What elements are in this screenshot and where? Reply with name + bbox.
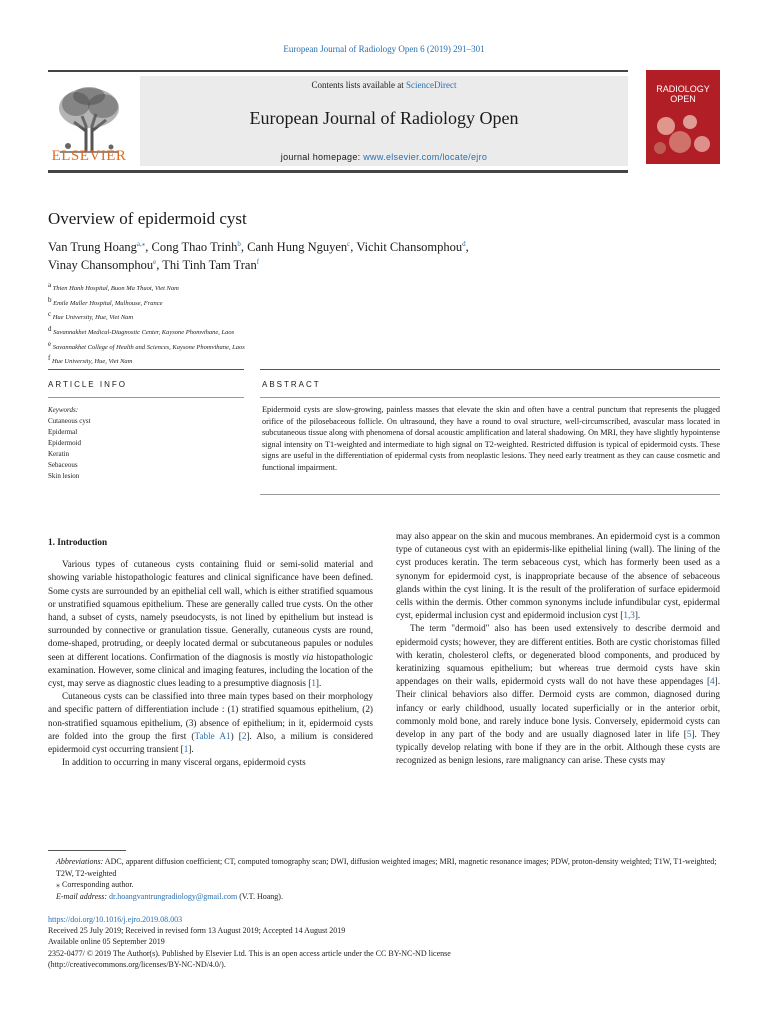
footnote-rule — [48, 850, 126, 851]
article-info-subrule — [48, 397, 244, 398]
author-affiliation-link[interactable]: e — [153, 258, 157, 266]
cover-title-line2: OPEN — [670, 94, 696, 104]
citation-link[interactable]: 1,3 — [623, 610, 635, 621]
citation-link[interactable]: 2 — [241, 730, 247, 741]
affiliation-item: $^a$ Thien Hanh Hospital, Buon Ma Thuot, Viet Nam — [48, 281, 179, 293]
header-bottom-rule — [48, 170, 628, 173]
abstract-heading: ABSTRACT — [262, 380, 321, 389]
affiliation-item: $^e$ Savannakhet College of Health and Sciences, Kaysone Phomvihane, Laos — [48, 339, 245, 351]
abstract-rule — [260, 369, 720, 370]
author-affiliation-link[interactable]: c — [347, 240, 351, 248]
journal-title: European Journal of Radiology Open — [249, 108, 519, 128]
publication-info — [48, 914, 720, 970]
abstract-text: Epidermoid cysts are slow-growing, painless masses that elevate the skin and often have a central punctum that represents the plugged orifice of the pilosebaceous follicle. On ultrasound, they have a round to oval structure, well-circumscribed, avascular mass located in subcutaneous tissue along with phenomena of dorsal acoustic amplification and lateral shadowing. On MRI, they have slightly hypointense signal intensity on T1-weighted and intermediate to high signal on T2-weighted. Restricted diffusion is typical of epidermoid cysts. These signs are useful in the differentiation of epidermal cysts from neoplastic lesions. They need early treatment as they can cause cosmetic and functional impairment. — [262, 405, 720, 472]
citation-link[interactable]: 1 — [311, 678, 316, 689]
citation-link[interactable]: 5 — [686, 729, 692, 740]
contents-prefix: Contents lists available at — [311, 80, 406, 90]
available-online-date: Available online 05 September 2019 — [48, 937, 165, 947]
article-info-rule — [48, 369, 244, 370]
received-dates: Received 25 July 2019; Received in revised form 13 August 2019; Accepted 14 August 2019 — [48, 926, 346, 936]
cover-art-graphic — [650, 108, 716, 160]
contents-line — [140, 80, 628, 90]
article-info-heading: ARTICLE INFO — [48, 380, 127, 389]
keyword-item: Sebaceous — [48, 461, 78, 469]
body-paragraph: In addition to occurring in many visceral organs, epidermoid cysts — [62, 757, 306, 768]
affiliations-list — [48, 280, 245, 368]
citation-link[interactable]: 4 — [710, 676, 715, 687]
author-name: Cong Thao Trinh — [151, 240, 238, 255]
author-name: Canh Hung Nguyen — [247, 240, 348, 255]
header-top-rule — [48, 70, 628, 72]
body-paragraph: may also appear on the skin and mucous membranes. An epidermoid cyst is a common type of cutaneous cyst with an epidermis-like epithelial lining (wall). The lining of the cyst produces keratin. The term sebaceous cyst, which has formerly been used as a synonym for epidermoid cyst, is inappropriate because of the absence of sebaceous glands within the cyst lining. It is the result of the proliferation of surface epidermoid cells within the dermis. Other common synonyms include infundibular cyst, epidermal cyst, epidermal inclusion cyst and epidermoid inclusion cyst [1,3]. — [396, 531, 720, 621]
abstract-subrule — [260, 397, 720, 398]
author-affiliation-link[interactable]: b — [237, 240, 241, 248]
author-affiliation-link[interactable]: d — [462, 240, 466, 248]
abbreviations-footnote: Abbreviations: ADC, apparent diffusion coefficient; CT, computed tomography scan; DWI, diffusion weighted images; MRI, magnetic resonance images; PDW, proton-density weighted; T1W, T1-weighted; T2W, T2-weighted — [56, 857, 717, 878]
homepage-prefix: journal homepage: — [280, 152, 364, 162]
cover-title-line1: RADIOLOGY — [656, 84, 710, 94]
email-link[interactable]: dr.hoangvantrungradiology@gmail.com — [109, 891, 238, 901]
body-paragraph: Various types of cutaneous cysts containing fluid or semi-solid material and showing variable histopathologic features and clinical significance have been defined. Some cysts are surrounded by an epithelial cell wall, which is either stratified squamous or unstratified squamous epithelium. These are generally called true cysts. On the other hand, a subset of cysts, namely pseudocysts, is not lined by epithelium but instead is surrounded by connective or granulation tissue. Generally, cutaneous cysts are round, dome-shaped, protruding, or deeply located dermal or subcutaneous papules or nodules seen at different locations. Confirmation of the diagnosis is mostly via histopathologic examination. However, some clinical and imaging features, including the location of the cyst, may serve as diagnostic clues leading to a presumptive diagnosis [1]. — [48, 559, 373, 689]
body-paragraph: The term "dermoid" also has been used extensively to describe dermoid and epidermoid cysts; however, they are different entities. Both are cystic choristomas filled with keratin, cholesterol clefts, or degenerated blood components, and produced by keratinizing squamous epithelium; but whereas true dermoid cysts have skin appendages on their walls, epidermoid cysts wall do not have these appendages [4]. Their clinical behaviors also differ. Dermoid cysts are common, diagnosed during infancy or early childhood, usually located superficially or in the anterior orbit, commonly mold bone, and rarely induce bone lysis. Conversely, epidermoid cysts can develop in any part of the body and are usually diagnosed later in life [5]. They typically develop relating with bone if they are in the orbit. Although these cysts are recognized as benign lesions, rare malignancy can arise. These cysts may — [396, 623, 720, 766]
section-heading-introduction: 1. Introduction — [48, 537, 108, 547]
footnotes — [48, 856, 720, 902]
affiliation-item: $^f$ Hue University, Hue, Viet Nam — [48, 354, 133, 366]
email-footnote: E-mail address: dr.hoangvantrungradiology@gmail.com (V.T. Hoang). — [56, 891, 283, 901]
journal-homepage-link[interactable]: www.elsevier.com/locate/ejro — [363, 152, 488, 162]
license-line-1: 2352-0477/ © 2019 The Author(s). Published by Elsevier Ltd. This is an open access article under the CC BY-NC-ND license — [48, 948, 451, 958]
author-name: Thi Tinh Tam Tran — [162, 258, 257, 273]
author-affiliation-link[interactable]: a,⁎ — [136, 240, 146, 248]
keyword-item: Cutaneous cyst — [48, 417, 91, 425]
publisher-name: ELSEVIER — [51, 148, 127, 164]
sciencedirect-link[interactable]: ScienceDirect — [406, 80, 457, 90]
license-line-2: (http://creativecommons.org/licenses/BY-NC-ND/4.0/). — [48, 959, 226, 969]
affiliation-item: $^b$ Emile Muller Hospital, Mulhouse, France — [48, 295, 163, 307]
affiliation-item: $^d$ Savannakhet Medical-Diagnostic Center, Kaysone Phomvihane, Laos — [48, 324, 235, 337]
author-name: Van Trung Hoang — [48, 240, 137, 255]
journal-reference-link[interactable]: European Journal of Radiology Open 6 (2019) 291–301 — [283, 44, 485, 54]
cover-title — [646, 84, 720, 104]
table-link[interactable]: Table A1 — [194, 730, 231, 741]
keyword-item: Epidermoid — [48, 439, 82, 447]
corresponding-author-note: ⁎ Corresponding author. — [56, 880, 134, 890]
keyword-item: Keratin — [48, 450, 69, 458]
author-affiliation-link[interactable]: f — [256, 258, 260, 266]
doi-link[interactable]: https://doi.org/10.1016/j.ejro.2019.08.003 — [48, 915, 183, 924]
body-paragraph: Cutaneous cysts can be classified into three main types based on their morphology and specific pattern of differentiation include : (1) stratified squamous epithelium, (2) non-stratified squamous epithelium, (3) absence of epithelium; in it, epidermoid cysts are folded into the group the first (Table A1) [2]. Also, a milium is considered epidermoid cyst occurring transient [1]. — [48, 691, 373, 755]
body-column-right — [396, 530, 720, 768]
abstract-bottom-rule — [260, 494, 720, 495]
citation-link[interactable]: 1 — [183, 744, 189, 755]
keywords-list — [48, 405, 91, 482]
author-list-line-2: Vinay Chansomphou$^e$, Thi Tinh Tam Tran$^f$ — [48, 258, 260, 273]
homepage-line — [140, 152, 628, 162]
keyword-item: Skin lesion — [48, 472, 80, 480]
keyword-item: Epidermal — [48, 428, 78, 436]
author-list-line-1: Van Trung Hoang$^{a,⁎}$, Cong Thao Trinh$^b$, Canh Hung Nguyen$^c$, Vichit Chansomphou$^d$, — [48, 240, 469, 255]
body-column-left — [48, 536, 373, 769]
keywords-label: Keywords: — [48, 406, 79, 414]
author-name: Vinay Chansomphou — [48, 258, 154, 273]
affiliation-item: $^c$ Hue University, Hue, Viet Nam — [48, 310, 134, 322]
paper-title: Overview of epidermoid cyst — [48, 209, 247, 228]
author-name: Vichit Chansomphou — [356, 240, 463, 255]
